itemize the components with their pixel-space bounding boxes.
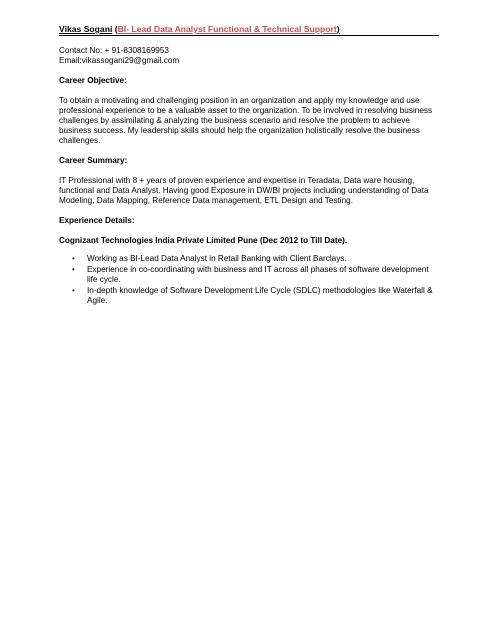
objective-text: To obtain a motivating and challenging position in an organization and apply my knowledge and use professional experience to be a valuable asset to the organization. To be involved in resolving business challenges by assimilating & analyzing the business scenario and resolve the problem to achieve business success. My leadership skills should help the organization holistically resolve the business challenges. (59, 96, 433, 145)
list-item-text: In-depth knowledge of Software Development Life Cycle (SDLC) methodologies like Waterfall & Agile. (87, 286, 433, 305)
experience-list (59, 254, 439, 306)
list-item-text: Experience in co-coordinating with business and IT across all phases of software development life cycle. (87, 265, 429, 284)
bullet-icon: • (72, 286, 75, 295)
contact-phone: Contact No: + 91-8308169953 (59, 46, 169, 55)
experience-title: Experience Details: (59, 216, 135, 225)
summary-text: IT Professional with 8 + years of proven experience and expertise in Teradata, Data ware housing, functional and Data Analyst. Having good Exposure in DW/BI projects including understanding of Data Modeling, Data Mapping, Reference Data management, ETL Design and Testing. (59, 176, 429, 205)
header-close-paren: ) (336, 24, 340, 34)
list-item-text: Working as BI-Lead Data Analyst in Retail Banking with Client Barclays. (87, 254, 347, 263)
resume-header (59, 24, 439, 36)
list-item (59, 286, 439, 306)
company-line: Cognizant Technologies India Private Limited Pune (Dec 2012 to Till Date). (59, 236, 348, 245)
resume-page (59, 24, 439, 307)
candidate-name: Vikas Sogani (59, 24, 113, 34)
summary-title: Career Summary: (59, 156, 128, 165)
bullet-icon: • (72, 254, 75, 263)
list-item (59, 254, 439, 264)
contact-block (59, 46, 439, 66)
list-item (59, 265, 439, 285)
candidate-role: BI- Lead Data Analyst Functional & Technical Support (117, 24, 337, 34)
bullet-icon: • (72, 265, 75, 274)
header-open-paren: ( (112, 24, 118, 34)
objective-title: Career Objective: (59, 76, 127, 85)
contact-email: Email:vikassogani29@gmail.com (59, 56, 180, 65)
